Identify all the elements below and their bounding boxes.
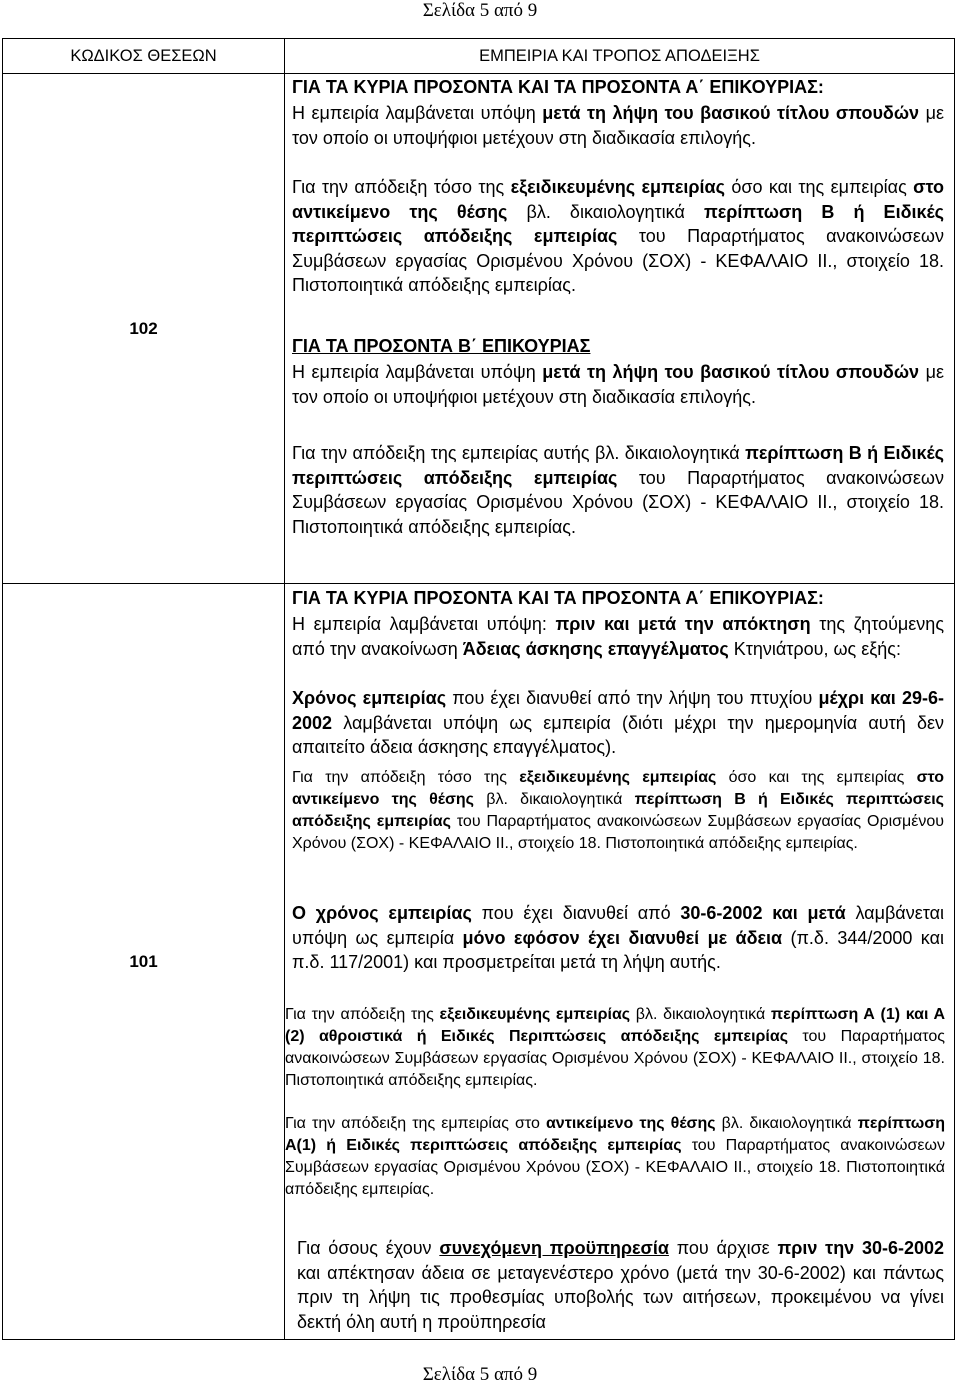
table-row	[3, 74, 955, 584]
position-code: 102	[3, 74, 285, 584]
heading-main: ΓΙΑ ΤΑ ΚΥΡΙΑ ΠΡΟΣΟΝΤΑ ΚΑΙ ΤΑ ΠΡΟΣΟΝΤΑ Α΄ ΕΠΙΚΟΥΡΙΑΣ:	[292, 77, 824, 97]
header-experience: ΕΜΠΕΙΡΙΑ ΚΑΙ ΤΡΟΠΟΣ ΑΠΟΔΕΙΞΗΣ	[285, 39, 955, 74]
experience-table	[2, 38, 955, 1340]
paragraph: Η εμπειρία λαμβάνεται υπόψη μετά τη λήψη του βασικού τίτλου σπουδών με τον οποίο οι υποψήφιοι μετέχουν στη διαδικασία επιλογής.	[292, 362, 944, 407]
page-number-top: Σελίδα 5 από 9	[422, 0, 538, 21]
paragraph: Χρόνος εμπειρίας που έχει διανυθεί από την λήψη του πτυχίου μέχρι και 29-6-2002 λαμβάνεται υπόψη ως εμπειρία (διότι μέχρι την ημερομηνία αυτή δεν απαιτείτο άδεια άσκησης επαγγέλματος).	[292, 688, 944, 758]
position-code: 101	[3, 584, 285, 1340]
paragraph: Για την απόδειξη τόσο της εξειδικευμένης εμπειρίας όσο και της εμπειρίας στο αντικείμενο της θέσης βλ. δικαιολογητικά περίπτωση Β ή Ειδικές περιπτώσεις απόδειξης εμπειρίας του Παραρτήματος ανακοινώσεων Συμβάσεων εργασίας Ορισμένου Χρόνου (ΣΟΧ) - ΚΕΦΑΛΑΙΟ ΙΙ., στοιχείο 18. Πιστοποιητικά απόδειξης εμπειρίας.	[292, 177, 945, 296]
table-header-row	[3, 39, 955, 74]
page-number-bottom: Σελίδα 5 από 9	[422, 1364, 538, 1385]
header-code: ΚΩΔΙΚΟΣ ΘΕΣΕΩΝ	[3, 39, 285, 74]
paragraph-small: Για την απόδειξη της εμπειρίας στο αντικείμενο της θέσης βλ. δικαιολογητικά περίπτωση Α(1) ή Ειδικές περιπτώσεις απόδειξης εμπειρίας του Παραρτήματος ανακοινώσεων Συμβάσεων εργασίας Ορισμένου Χρόνου (ΣΟΧ) - ΚΕΦΑΛΑΙΟ ΙΙ., στοιχείο 18. Πιστοποιητικά απόδειξης εμπειρίας.	[285, 1115, 946, 1198]
experience-cell	[285, 74, 955, 584]
paragraph-small: Για την απόδειξη της εξειδικευμένης εμπειρίας βλ. δικαιολογητικά περίπτωση Α (1) και Α (2) αθροιστικά ή Ειδικές Περιπτώσεις απόδειξης εμπειρίας του Παραρτήματος ανακοινώσεων Συμβάσεων εργασίας Ορισμένου Χρόνου (ΣΟΧ) - ΚΕΦΑΛΑΙΟ ΙΙ., στοιχείο 18. Πιστοποιητικά απόδειξης εμπειρίας.	[285, 1006, 946, 1089]
table-row	[3, 584, 955, 1340]
paragraph: Η εμπειρία λαμβάνεται υπόψη: πριν και μετά την απόκτηση της ζητούμενης από την ανακοίνωση Άδειας άσκησης επαγγέλματος Κτηνιάτρου, ως εξής:	[292, 614, 944, 659]
paragraph: Για την απόδειξη της εμπειρίας αυτής βλ. δικαιολογητικά περίπτωση Β ή Ειδικές περιπτώσεις απόδειξης εμπειρίας του Παραρτήματος ανακοινώσεων Συμβάσεων εργασίας Ορισμένου Χρόνου (ΣΟΧ) - ΚΕΦΑΛΑΙΟ ΙΙ., στοιχείο 18. Πιστοποιητικά απόδειξης εμπειρίας.	[292, 443, 944, 537]
paragraph: Για όσους έχουν συνεχόμενη προϋπηρεσία που άρχισε πριν την 30-6-2002 και απέκτησαν άδεια σε μεταγενέστερο χρόνο (μετά την 30-6-2002) και πάντως πριν τη λήψη τις προθεσμίας υποβολής των αιτήσεων, προκειμένου να γίνει δεκτή όλη αυτή η προϋπηρεσία	[297, 1238, 945, 1332]
paragraph: Η εμπειρία λαμβάνεται υπόψη μετά τη λήψη του βασικού τίτλου σπουδών με τον οποίο οι υποψήφιοι μετέχουν στη διαδικασία επιλογής.	[292, 103, 944, 148]
paragraph: Ο χρόνος εμπειρίας που έχει διανυθεί από 30-6-2002 και μετά λαμβάνεται υπόψη ως εμπειρία μόνο εφόσον έχει διανυθεί με άδεια (π.δ. 344/2000 και π.δ. 117/2001) και προσμετρείται μετά τη λήψη αυτής.	[292, 903, 944, 973]
experience-cell	[285, 584, 955, 1340]
paragraph-small: Για την απόδειξη τόσο της εξειδικευμένης εμπειρίας όσο και της εμπειρίας στο αντικείμενο της θέσης βλ. δικαιολογητικά περίπτωση Β ή Ειδικές περιπτώσεις απόδειξης εμπειρίας του Παραρτήματος ανακοινώσεων Συμβάσεων εργασίας Ορισμένου Χρόνου (ΣΟΧ) - ΚΕΦΑΛΑΙΟ ΙΙ., στοιχείο 18. Πιστοποιητικά απόδειξης εμπειρίας.	[292, 769, 945, 852]
heading-b: ΓΙΑ ΤΑ ΠΡΟΣΟΝΤΑ Β΄ ΕΠΙΚΟΥΡΙΑΣ	[292, 336, 591, 356]
heading-main: ΓΙΑ ΤΑ ΚΥΡΙΑ ΠΡΟΣΟΝΤΑ ΚΑΙ ΤΑ ΠΡΟΣΟΝΤΑ Α΄ ΕΠΙΚΟΥΡΙΑΣ:	[292, 588, 824, 608]
